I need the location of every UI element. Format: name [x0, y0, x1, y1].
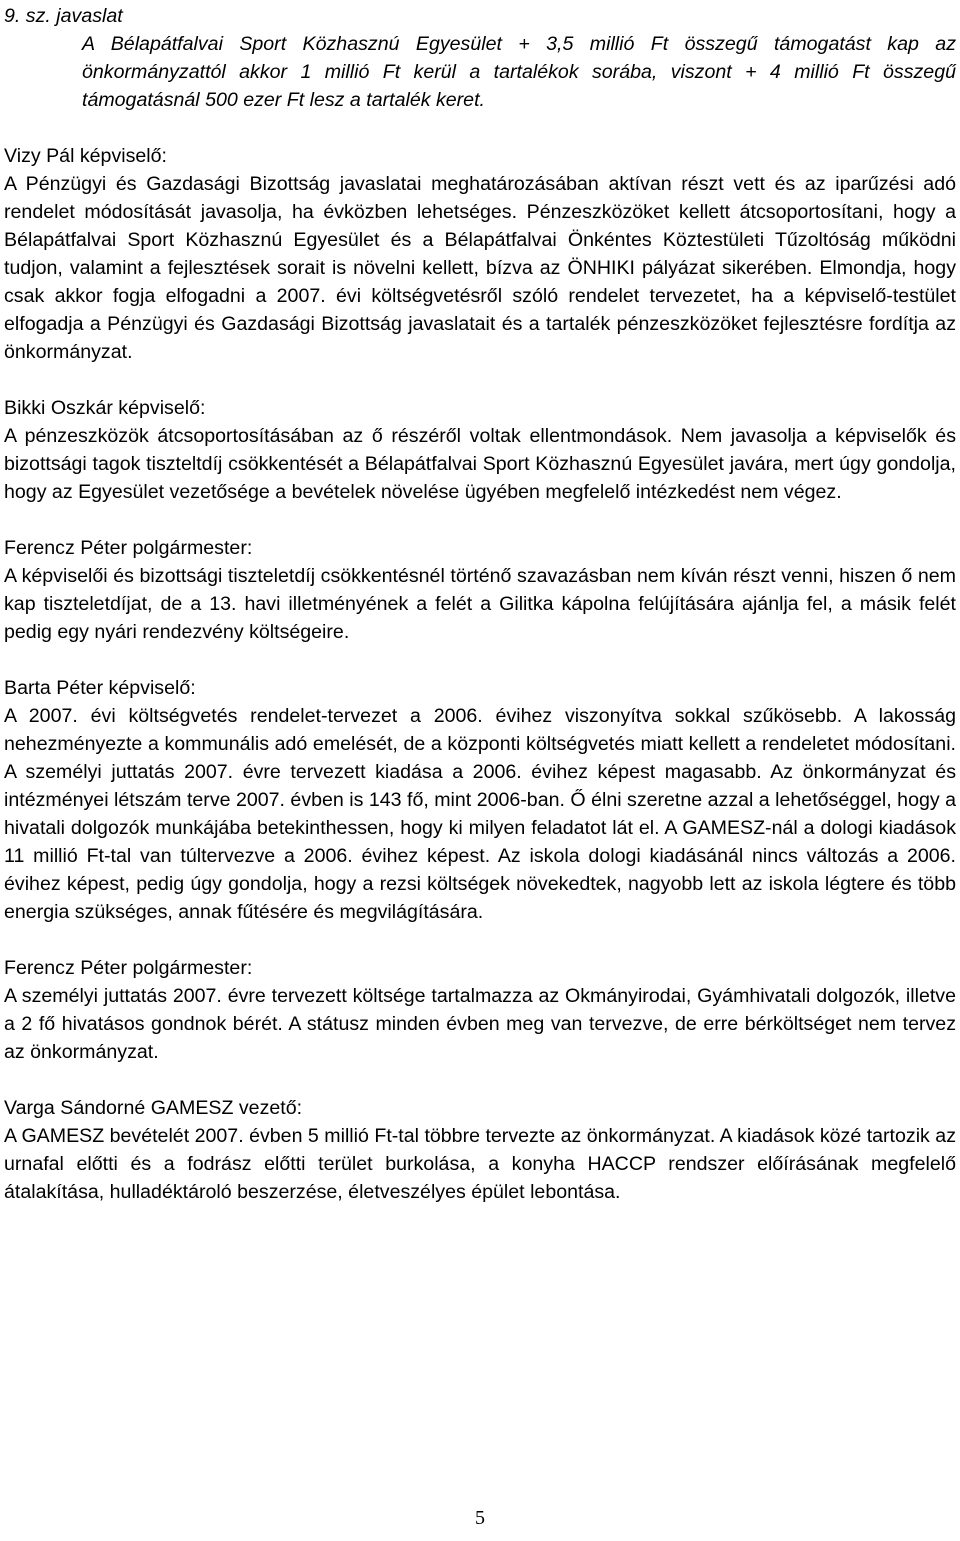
speech-ferencz-2	[4, 954, 956, 1066]
spacer	[4, 366, 956, 394]
proposal-9	[4, 2, 956, 114]
speaker-name: Bikki Oszkár képviselő:	[4, 397, 206, 419]
speaker-name: Ferencz Péter polgármester:	[4, 537, 253, 559]
speech-text: A képviselői és bizottsági tiszteletdíj csökkentésnél történő szavazásban nem kíván részt venni, hiszen ő nem kap tiszteletdíjat, de a 13. havi illetményének a felét a Gilitka kápolna felújítására ajánlja fel, a másik felét pedig egy nyári rendezvény költségeire.	[4, 565, 956, 643]
spacer	[4, 506, 956, 534]
speaker-name: Varga Sándorné GAMESZ vezető:	[4, 1097, 303, 1119]
proposal-heading: 9. sz. javaslat	[4, 5, 123, 27]
spacer	[4, 646, 956, 674]
speaker-name: Vizy Pál képviselő:	[4, 145, 167, 167]
spacer	[4, 114, 956, 142]
speech-text: A GAMESZ bevételét 2007. évben 5 millió Ft-tal többre tervezte az önkormányzat. A kiadások közé tartozik az urnafal előtti és a fodrász előtti terület burkolása, a konyha HACCP rendszer előírásának megfelelő átalakítása, hulladéktároló beszerzése, életveszélyes épület lebontása.	[4, 1125, 956, 1203]
proposal-text: A Bélapátfalvai Sport Közhasznú Egyesület + 3,5 millió Ft összegű támogatást kap az önkormányzattól akkor 1 millió Ft kerül a tartalékok sorába, viszont + 4 millió Ft összegű támogatásnál 500 ezer Ft lesz a tartalék keret.	[82, 33, 956, 111]
speech-vizy	[4, 142, 956, 366]
spacer	[4, 1066, 956, 1094]
speech-text: A 2007. évi költségvetés rendelet-tervezet a 2006. évihez viszonyítva sokkal szűkösebb. A lakosság nehezményezte a kommunális adó emelését, de a központi költségvetés miatt kellett a rendeletet módosítani. A személyi juttatás 2007. évre tervezett kiadása a 2006. évihez képest magasabb. Az önkormányzat és intézményei létszám terve 2007. évben is 143 fő, mint 2006-ban. Ő élni szeretne azzal a lehetőséggel, hogy a hivatali dolgozók munkájába betekinthessen, hogy ki milyen feladatot lát el. A GAMESZ-nál a dologi kiadások 11 millió Ft-tal van túltervezve a 2006. évihez képest. Az iskola dologi kiadásánál nincs változás a 2006. évihez képest, pedig úgy gondolja, hogy a rezsi költségek növekedtek, nagyobb lett az iskola légtere és több energia szükséges, annak fűtésére és megvilágítására.	[4, 705, 956, 923]
spacer	[4, 926, 956, 954]
page-number: 5	[475, 1507, 485, 1529]
speech-bikki	[4, 394, 956, 506]
speech-text: A személyi juttatás 2007. évre tervezett költsége tartalmazza az Okmányirodai, Gyámhivatali dolgozók, illetve a 2 fő hivatásos gondnok bérét. A státusz minden évben meg van tervezve, de erre bérköltséget nem tervez az önkormányzat.	[4, 985, 956, 1063]
speech-ferencz-1	[4, 534, 956, 646]
speech-barta	[4, 674, 956, 926]
speech-text: A Pénzügyi és Gazdasági Bizottság javaslatai meghatározásában aktívan részt vett és az iparűzési adó rendelet módosítását javasolja, ha évközben lehetséges. Pénzeszközöket kellett átcsoportosítani, hogy a Bélapátfalvai Sport Közhasznú Egyesület és a Bélapátfalvai Önkéntes Köztestületi Tűzoltóság működni tudjon, valamint a fejlesztések sorait is növelni kellett, bízva az ÖNHIKI pályázat sikerében. Elmondja, hogy csak akkor fogja elfogadni a 2007. évi költségvetésről szóló rendelet tervezetet, ha a képviselő-testület elfogadja a Pénzügyi és Gazdasági Bizottság javaslatait és a tartalék pénzeszközöket fejlesztésre fordítja az önkormányzat.	[4, 173, 956, 363]
speaker-name: Ferencz Péter polgármester:	[4, 957, 253, 979]
speech-text: A pénzeszközök átcsoportosításában az ő részéről voltak ellentmondások. Nem javasolja a képviselők és bizottsági tagok tiszteltdíj csökkentését a Bélapátfalvai Sport Közhasznú Egyesület javára, mert úgy gondolja, hogy az Egyesület vezetősége a bevételek növelése ügyében megfelelő intézkedést nem végez.	[4, 425, 956, 503]
speaker-name: Barta Péter képviselő:	[4, 677, 196, 699]
speech-varga	[4, 1094, 956, 1206]
document-page	[4, 2, 956, 1206]
